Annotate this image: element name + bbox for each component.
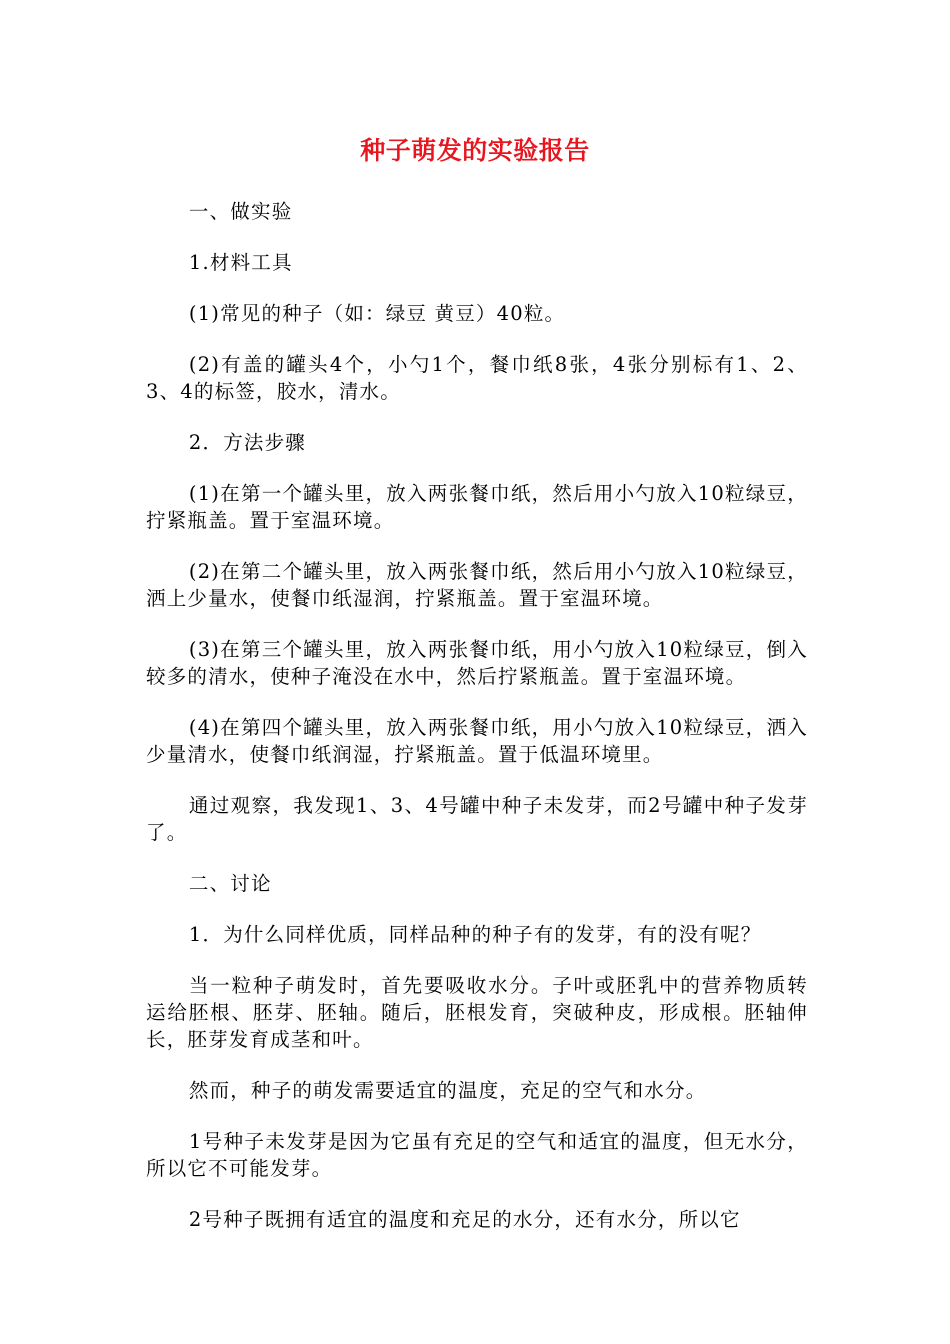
paragraph-observation: 通过观察，我发现1、3、4号罐中种子未发芽，而2号罐中种子发芽了。 — [146, 794, 808, 844]
paragraph-step-3: (3)在第三个罐头里，放入两张餐巾纸，用小勺放入10粒绿豆，倒入较多的清水，使种子淹没在水中，然后拧紧瓶盖。置于室温环境。 — [146, 638, 808, 688]
paragraph-seed-2: 2号种子既拥有适宜的温度和充足的水分，还有水分，所以它 — [188, 1208, 741, 1231]
paragraph-materials-tools: (2)有盖的罐头4个，小勺1个，餐巾纸8张，4张分别标有1、2、3、4的标签，胶水，清水。 — [146, 353, 808, 403]
paragraph-step-2: (2)在第二个罐头里，放入两张餐巾纸，然后用小勺放入10粒绿豆，洒上少量水，使餐巾纸湿润，拧紧瓶盖。置于室温环境。 — [146, 560, 808, 610]
document-title: 种子萌发的实验报告 — [360, 136, 590, 165]
paragraph-seed-1: 1号种子未发芽是因为它虽有充足的空气和适宜的温度，但无水分，所以它不可能发芽。 — [146, 1130, 808, 1180]
paragraph-step-1: (1)在第一个罐头里，放入两张餐巾纸，然后用小勺放入10粒绿豆，拧紧瓶盖。置于室温环境。 — [146, 482, 808, 532]
paragraph-question: 1．为什么同样优质，同样品种的种子有的发芽，有的没有呢？ — [188, 923, 762, 946]
section-heading-experiment: 一、做实验 — [188, 200, 293, 223]
paragraph-conditions: 然而，种子的萌发需要适宜的温度，充足的空气和水分。 — [188, 1079, 707, 1102]
paragraph-step-4: (4)在第四个罐头里，放入两张餐巾纸，用小勺放入10粒绿豆，洒入少量清水，使餐巾纸润湿，拧紧瓶盖。置于低温环境里。 — [146, 716, 808, 766]
section-heading-discussion: 二、讨论 — [188, 872, 272, 895]
subheading-materials: 1.材料工具 — [188, 251, 293, 274]
paragraph-materials-seeds: (1)常见的种子（如：绿豆 黄豆）40粒。 — [188, 302, 566, 325]
paragraph-germination-process: 当一粒种子萌发时，首先要吸收水分。子叶或胚乳中的营养物质转运给胚根、胚芽、胚轴。随后，胚根发育，突破种皮，形成根。胚轴伸长，胚芽发育成茎和叶。 — [146, 974, 808, 1051]
subheading-method: 2．方法步骤 — [188, 431, 306, 454]
document-body — [146, 198, 808, 1257]
